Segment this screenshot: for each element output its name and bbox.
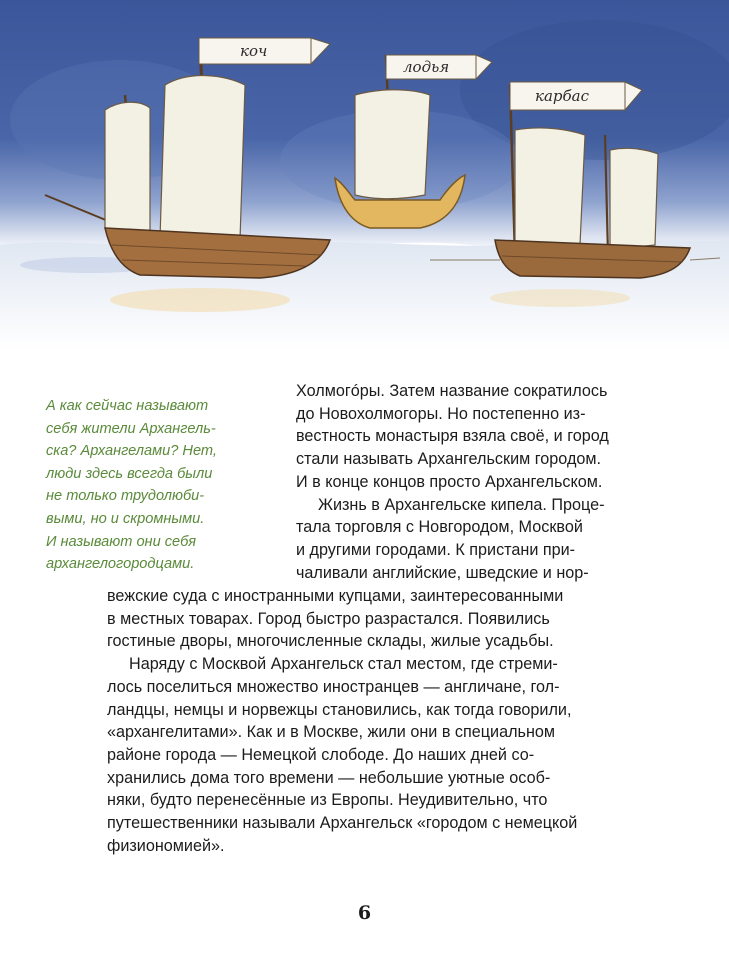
- body-line: вежские суда с иностранными купцами, заинтересованными: [107, 587, 564, 605]
- body-line: ландцы, немцы и норвежцы становились, как тогда говорили,: [107, 700, 572, 719]
- flag-label-lodya: лодья: [403, 58, 450, 76]
- body-line: до Новохолмогоры. Но постепенно из-: [296, 404, 586, 423]
- body-text-full: [107, 585, 697, 857]
- body-line: лось поселиться множество иностранцев — англичане, гол-: [107, 677, 560, 696]
- watercolor-ships-image: [0, 0, 729, 350]
- sidenote-line: выми, но и скромными.: [46, 510, 205, 527]
- sidenote-line: ска? Архангелами? Нет,: [46, 443, 217, 460]
- page-number: 6: [357, 902, 372, 924]
- body-line: гостиные дворы, многочисленные склады, жилые усадьбы.: [107, 632, 554, 651]
- sidenote-line: себя жители Архангель-: [46, 420, 216, 437]
- sand-reflection: [110, 288, 290, 312]
- sidenote: [46, 395, 268, 576]
- sidenote-line: не только трудолюби-: [46, 488, 205, 505]
- body-line: Жизнь в Архангельске кипела. Проце-: [318, 495, 605, 514]
- sidenote-line: архангелогородцами.: [46, 556, 195, 573]
- body-line: тала торговля с Новгородом, Москвой: [296, 518, 583, 537]
- body-line: путешественники называли Архангельск «городом с немецкой: [107, 814, 578, 833]
- body-line: хранились дома того времени — небольшие уютные особ-: [107, 768, 551, 787]
- ships-illustration: [0, 0, 729, 350]
- body-line: вестность монастыря взяла своё, и город: [296, 427, 609, 446]
- body-line: чаливали английские, шведские и нор-: [296, 563, 589, 582]
- sidenote-line: И называют они себя: [46, 533, 197, 550]
- body-line: и другими городами. К пристани при-: [296, 540, 576, 559]
- body-line: няки, будто перенесённые из Европы. Неудивительно, что: [107, 791, 548, 810]
- sidenote-line: люди здесь всегда были: [46, 465, 213, 482]
- body-text-column: [296, 380, 691, 584]
- body-line: И в конце концов просто Архангельском.: [296, 472, 603, 491]
- flag-label-koch: коч: [240, 42, 268, 60]
- body-line: «архангелитами». Как и в Москве, жили они в специальном: [107, 723, 556, 742]
- sidenote-line: А как сейчас называют: [46, 398, 209, 414]
- body-line: в местных товарах. Город быстро разрастался. Появились: [107, 609, 550, 628]
- body-line: физиономией».: [107, 836, 225, 855]
- flag-label-karbas: карбас: [535, 87, 590, 105]
- body-line: районе города — Немецкой слободе. До наших дней со-: [107, 745, 535, 764]
- body-line: Наряду с Москвой Архангельск стал местом, где стреми-: [129, 655, 558, 674]
- body-line: стали называть Архангельским городом.: [296, 450, 602, 469]
- body-line: Холмогóры. Затем название сократилось: [296, 382, 608, 400]
